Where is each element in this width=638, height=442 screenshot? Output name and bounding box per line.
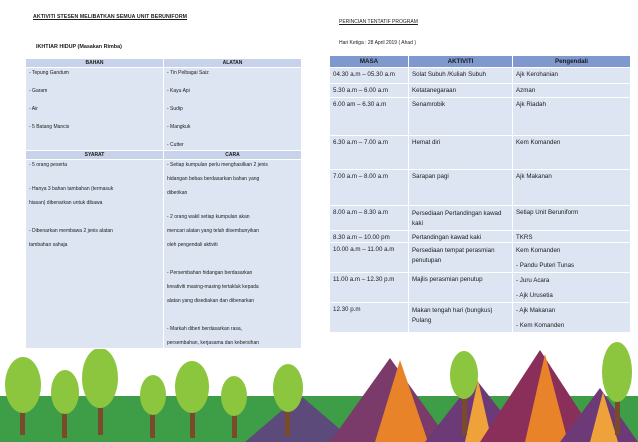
syarat-item: - Dibenarkan membawa 2 jenis alatan	[29, 228, 113, 234]
pengendali-cell: Ajk Kerohanian	[513, 68, 631, 84]
cara-cell	[164, 160, 302, 349]
cara-item: oleh pengendali aktiviti	[167, 242, 218, 248]
aktiviti-cell	[409, 303, 513, 333]
aktiviti-line: Persediaan Pertandingan kawad	[412, 210, 502, 217]
header-alatan: ALATAN	[164, 59, 302, 68]
table-row	[330, 206, 631, 231]
pengendali-cell: TKRS	[513, 231, 631, 243]
cara-item: alatan yang disediakan dan dibenarkan	[167, 298, 255, 304]
masa-cell: 6.00 am – 6.30 a.m	[330, 98, 409, 136]
masa-cell: 5.30 a.m – 6.00 a.m	[330, 84, 409, 98]
aktiviti-line: Persediaan tempat perasmian	[412, 247, 495, 254]
pengendali-cell	[513, 243, 631, 273]
pengendali-line: - Ajk Urusetia	[516, 292, 553, 299]
tree-icon	[5, 357, 41, 435]
cara-item: kreativiti masing-masing tertakluk kepada	[167, 284, 259, 290]
bahan-cell	[26, 68, 164, 151]
tent-orange-panel	[525, 354, 568, 442]
header-pengendali: Pengendali	[513, 56, 631, 68]
syarat-item: tambahan sahaja	[29, 242, 68, 248]
aktiviti-cell	[409, 206, 513, 231]
aktiviti-cell: Senamrobik	[409, 98, 513, 136]
aktiviti-cell: Ketatanegaraan	[409, 84, 513, 98]
bahan-item: - 5 Batang Mancis	[29, 124, 70, 130]
syarat-item: hiasan) dibenarkan untuk dibawa	[29, 200, 103, 206]
table-row	[330, 68, 631, 84]
aktiviti-line: Makan tengah hari (bungkus)	[412, 307, 493, 314]
masa-cell: 7.00 a.m – 8.00 a.m	[330, 170, 409, 206]
left-page-title: AKTIVITI STESEN MELIBATKAN SEMUA UNIT BERUNIFORM	[33, 14, 188, 20]
syarat-item: - Hanya 3 bahan tambahan (termasuk	[29, 186, 114, 192]
header-syarat: SYARAT	[26, 151, 164, 160]
tent-orange-panel	[465, 380, 492, 442]
syarat-cell	[26, 160, 164, 349]
table-row	[330, 84, 631, 98]
table-row	[330, 98, 631, 136]
cara-item: diberikan	[167, 190, 188, 196]
tentative-table	[329, 55, 631, 333]
bahan-alatan-table	[25, 58, 302, 349]
masa-cell: 8.30 a.m – 10.00 pm	[330, 231, 409, 243]
aktiviti-line: Pulang	[412, 317, 432, 324]
cara-item: mencari alatan yang telah disembunyikan	[167, 228, 259, 234]
pengendali-cell	[513, 303, 631, 333]
syarat-item: - 5 orang peserta	[29, 162, 68, 168]
mountain-shape	[245, 395, 355, 442]
pengendali-line: - Ajk Makanan	[516, 307, 556, 314]
aktiviti-line: kaki	[412, 220, 424, 227]
aktiviti-cell: Majlis perasmian penutup	[409, 273, 513, 303]
pengendali-cell: Setiap Unit Beruniform	[513, 206, 631, 231]
table-row	[330, 273, 631, 303]
aktiviti-cell: Solat Subuh /Kuliah Subuh	[409, 68, 513, 84]
grass-band	[0, 396, 638, 442]
tent-purple	[330, 358, 450, 442]
bahan-item: - Tepung Gandum	[29, 70, 69, 76]
cara-item: - Persembahan hidangan berdasarkan	[167, 270, 253, 276]
table-row	[330, 303, 631, 333]
table-row	[330, 170, 631, 206]
table-row	[330, 136, 631, 170]
cara-item: persembahan, kerjasama dan kebersihan	[167, 340, 259, 346]
header-bahan: BAHAN	[26, 59, 164, 68]
aktiviti-cell: Sarapan pagi	[409, 170, 513, 206]
tree-icon	[82, 348, 118, 435]
header-cara: CARA	[164, 151, 302, 160]
program-title: PERINCIAN TENTATIF PROGRAM	[339, 19, 418, 25]
pengendali-cell: Azman	[513, 84, 631, 98]
pengendali-line: - Pandu Puteri Tunas	[516, 262, 575, 269]
aktiviti-cell: Pertandingan kawad kaki	[409, 231, 513, 243]
table-row	[330, 231, 631, 243]
aktiviti-cell	[409, 243, 513, 273]
pengendali-cell: Ajk Riadah	[513, 98, 631, 136]
bahan-item: - Garam	[29, 88, 48, 94]
header-masa: MASA	[330, 56, 409, 68]
pengendali-cell: Ajk Makanan	[513, 170, 631, 206]
tent-purple	[425, 378, 525, 442]
header-aktiviti: AKTIVITI	[409, 56, 513, 68]
pengendali-line: - Juru Acara	[516, 277, 550, 284]
table-header-row	[330, 56, 631, 68]
tent-magenta	[480, 350, 600, 442]
pengendali-cell: Kem Komanden	[513, 136, 631, 170]
masa-cell: 6.30 a.m – 7.00 a.m	[330, 136, 409, 170]
tent-purple	[560, 388, 638, 442]
tree-icon	[602, 342, 632, 435]
tree-icon	[175, 361, 209, 438]
alatan-item: - Sudip	[167, 106, 183, 112]
cara-item: - Setiap kumpulan perlu menghasilkan 2 jenis	[167, 162, 268, 168]
alatan-item: - Tin Pelbagai Saiz	[167, 70, 209, 76]
tent-orange-panel	[590, 392, 618, 442]
pengendali-line: - Kem Komanden	[516, 322, 565, 329]
masa-cell: 11.00 a.m – 12.30 p.m	[330, 273, 409, 303]
cara-item: - Markah diberi berdasarkan rasa,	[167, 326, 243, 332]
tree-icon	[221, 376, 247, 438]
tree-icon	[273, 364, 303, 436]
pengendali-line: Kem Komanden	[516, 247, 561, 254]
activity-subtitle: IKHTIAR HIDUP (Masakan Rimba)	[36, 44, 122, 50]
alatan-item: - Kayu Api	[167, 88, 190, 94]
pengendali-cell	[513, 273, 631, 303]
cara-item: hidangan bebas berdasarkan bahan yang	[167, 176, 260, 182]
tree-icon	[51, 370, 79, 438]
tent-orange-panel	[375, 360, 428, 442]
tree-icon	[140, 375, 166, 438]
alatan-item: - Cutter	[167, 142, 184, 148]
masa-cell: 12.30 p.m	[330, 303, 409, 333]
aktiviti-line: penutupan	[412, 257, 442, 264]
table-row	[330, 243, 631, 273]
masa-cell: 04.30 a.m – 05.30 a.m	[330, 68, 409, 84]
bahan-item: - Air	[29, 106, 38, 112]
alatan-item: - Mangkuk	[167, 124, 191, 130]
tree-icon	[450, 351, 478, 435]
aktiviti-cell: Hemat diri	[409, 136, 513, 170]
program-date: Hari Ketiga : 28 April 2019 ( Ahad )	[339, 40, 416, 46]
masa-cell: 8.00 a.m – 8.30 a.m	[330, 206, 409, 231]
masa-cell: 10.00 a.m – 11.00 a.m	[330, 243, 409, 273]
alatan-cell	[164, 68, 302, 151]
cara-item: - 2 orang wakil setiap kumpulan akan	[167, 214, 250, 220]
